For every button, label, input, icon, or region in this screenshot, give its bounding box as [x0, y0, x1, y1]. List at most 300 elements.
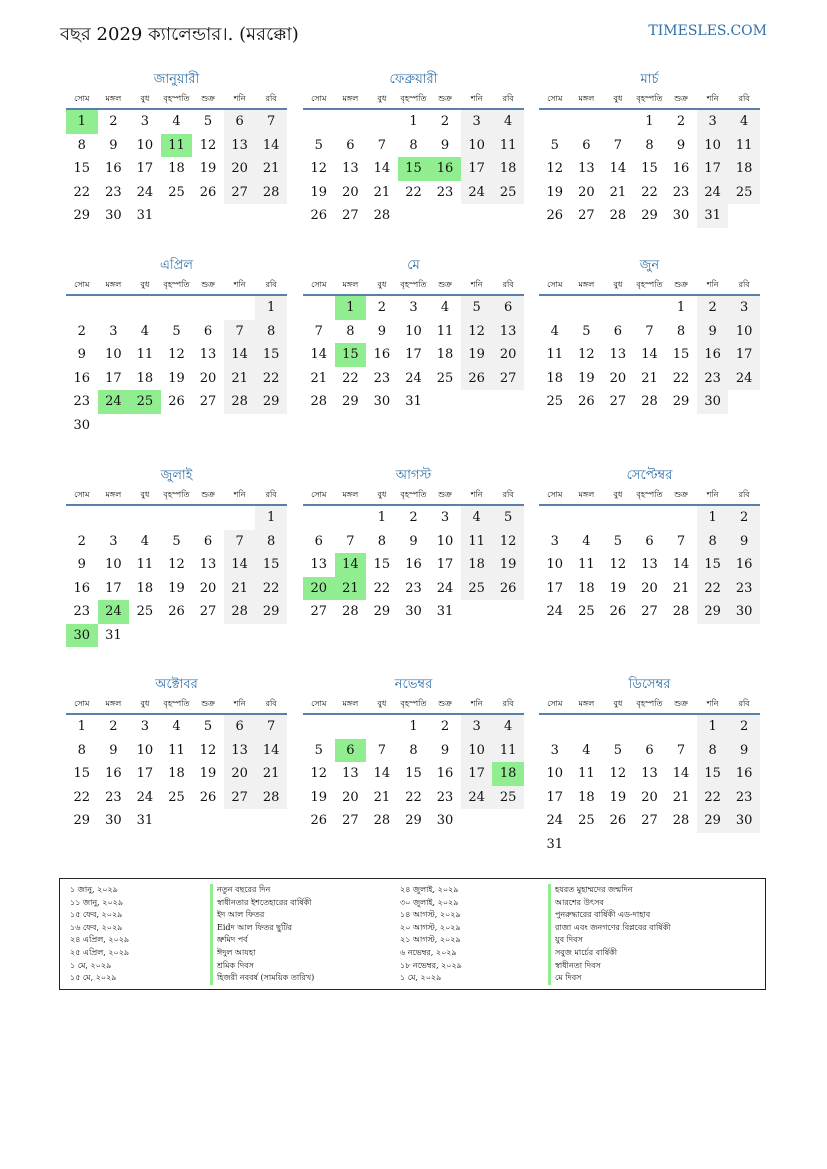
- day-cell[interactable]: 11: [492, 739, 524, 763]
- day-cell[interactable]: 22: [73, 184, 91, 200]
- day-cell[interactable]: 17: [436, 557, 454, 572]
- day-cell[interactable]: 22: [405, 184, 422, 200]
- day-cell[interactable]: 16: [73, 370, 91, 386]
- day-cell[interactable]: 10: [697, 134, 729, 158]
- brand-link[interactable]: TIMESLES.COM: [648, 23, 767, 39]
- day-cell[interactable]: 7: [346, 533, 355, 549]
- day-cell[interactable]: 15: [697, 553, 729, 577]
- day-cell[interactable]: 13: [641, 766, 658, 781]
- day-cell[interactable]: 28: [224, 600, 256, 624]
- day-cell[interactable]: 7: [613, 137, 623, 153]
- day-cell[interactable]: 30: [405, 604, 422, 619]
- day-cell[interactable]: 10: [136, 137, 154, 153]
- day-cell[interactable]: 5: [314, 137, 323, 153]
- day-cell[interactable]: 4: [140, 323, 150, 339]
- day-cell[interactable]: 20: [609, 370, 627, 386]
- day-cell[interactable]: 13: [609, 347, 627, 362]
- day-cell[interactable]: 28: [224, 390, 256, 414]
- day-cell[interactable]: 12: [310, 766, 328, 781]
- day-cell[interactable]: 17: [105, 370, 122, 386]
- day-cell[interactable]: 25: [546, 394, 564, 409]
- day-cell[interactable]: 7: [314, 323, 323, 339]
- day-cell[interactable]: 4: [550, 323, 559, 339]
- day-cell[interactable]: 9: [728, 530, 760, 554]
- day-cell[interactable]: 9: [109, 137, 118, 153]
- day-cell[interactable]: 17: [728, 343, 760, 367]
- day-cell[interactable]: 15: [73, 161, 91, 176]
- day-cell[interactable]: 3: [440, 510, 450, 525]
- day-cell[interactable]: 21: [255, 762, 287, 786]
- day-cell[interactable]: 17: [405, 347, 422, 362]
- day-cell[interactable]: 29: [73, 208, 91, 223]
- day-cell[interactable]: 8: [697, 739, 729, 763]
- day-cell[interactable]: 11: [168, 742, 185, 758]
- day-cell[interactable]: 1: [697, 715, 729, 739]
- day-cell[interactable]: 2: [109, 114, 118, 129]
- day-cell[interactable]: 21: [224, 577, 256, 601]
- day-cell[interactable]: 19: [310, 184, 328, 200]
- day-cell[interactable]: 28: [672, 813, 690, 828]
- day-cell[interactable]: 24: [546, 604, 564, 619]
- day-cell[interactable]: 2: [440, 114, 450, 129]
- day-cell[interactable]: 18: [578, 580, 595, 596]
- day-cell[interactable]: 5: [314, 742, 323, 758]
- day-cell[interactable]: 3: [109, 533, 118, 549]
- day-cell[interactable]: 9: [109, 742, 118, 758]
- day-cell[interactable]: 18: [436, 347, 454, 362]
- day-cell[interactable]: 8: [77, 742, 86, 758]
- day-cell[interactable]: 12: [609, 557, 627, 572]
- day-cell[interactable]: 20: [224, 762, 256, 786]
- day-cell[interactable]: 21: [255, 157, 287, 181]
- day-cell[interactable]: 24: [697, 181, 729, 205]
- day-cell[interactable]: 12: [168, 347, 185, 362]
- day-cell[interactable]: 4: [140, 533, 150, 549]
- day-cell[interactable]: 25: [728, 181, 760, 205]
- day-cell[interactable]: 7: [676, 742, 686, 758]
- day-cell[interactable]: 16: [436, 766, 454, 781]
- day-cell[interactable]: 7: [255, 715, 287, 739]
- day-cell[interactable]: 29: [672, 394, 690, 409]
- day-cell[interactable]: 29: [255, 600, 287, 624]
- day-cell[interactable]: 23: [436, 184, 454, 200]
- day-cell[interactable]: 4: [461, 506, 493, 530]
- day-cell[interactable]: 8: [77, 137, 86, 153]
- day-cell[interactable]: 13: [310, 557, 328, 572]
- day-cell[interactable]: 26: [199, 184, 217, 200]
- day-cell[interactable]: 27: [578, 208, 595, 223]
- day-cell[interactable]: 13: [342, 766, 359, 781]
- day-cell[interactable]: 13: [199, 557, 217, 572]
- day-cell[interactable]: 21: [672, 580, 690, 596]
- day-cell[interactable]: 11: [578, 766, 595, 781]
- day-cell[interactable]: 27: [224, 181, 256, 205]
- day-cell[interactable]: 22: [641, 184, 658, 200]
- holiday-day-cell[interactable]: 25: [129, 390, 161, 414]
- day-cell[interactable]: 28: [373, 813, 391, 828]
- day-cell[interactable]: 20: [641, 580, 658, 596]
- day-cell[interactable]: 14: [373, 766, 391, 781]
- holiday-day-cell[interactable]: 18: [492, 762, 524, 786]
- day-cell[interactable]: 3: [697, 110, 729, 134]
- day-cell[interactable]: 10: [546, 557, 564, 572]
- day-cell[interactable]: 29: [697, 809, 729, 833]
- day-cell[interactable]: 29: [373, 604, 391, 619]
- day-cell[interactable]: 1: [255, 296, 287, 320]
- day-cell[interactable]: 30: [728, 600, 760, 624]
- day-cell[interactable]: 3: [409, 300, 418, 315]
- day-cell[interactable]: 24: [405, 370, 422, 386]
- day-cell[interactable]: 23: [728, 577, 760, 601]
- day-cell[interactable]: 8: [676, 323, 686, 339]
- day-cell[interactable]: 17: [136, 161, 154, 176]
- day-cell[interactable]: 19: [310, 789, 328, 805]
- holiday-day-cell[interactable]: 1: [66, 110, 98, 134]
- day-cell[interactable]: 1: [77, 719, 86, 734]
- day-cell[interactable]: 30: [728, 809, 760, 833]
- day-cell[interactable]: 2: [77, 533, 86, 549]
- day-cell[interactable]: 11: [492, 134, 524, 158]
- day-cell[interactable]: 12: [199, 742, 217, 758]
- day-cell[interactable]: 27: [492, 367, 524, 391]
- day-cell[interactable]: 7: [676, 533, 686, 549]
- day-cell[interactable]: 25: [461, 577, 493, 601]
- day-cell[interactable]: 27: [224, 786, 256, 810]
- day-cell[interactable]: 11: [578, 557, 595, 572]
- day-cell[interactable]: 14: [310, 347, 328, 362]
- day-cell[interactable]: 20: [578, 184, 595, 200]
- day-cell[interactable]: 25: [168, 184, 185, 200]
- day-cell[interactable]: 23: [436, 789, 454, 805]
- day-cell[interactable]: 31: [136, 208, 154, 223]
- day-cell[interactable]: 2: [440, 719, 450, 734]
- day-cell[interactable]: 21: [672, 789, 690, 805]
- day-cell[interactable]: 3: [461, 715, 493, 739]
- day-cell[interactable]: 14: [255, 739, 287, 763]
- day-cell[interactable]: 25: [578, 813, 595, 828]
- day-cell[interactable]: 13: [224, 134, 256, 158]
- day-cell[interactable]: 17: [697, 157, 729, 181]
- day-cell[interactable]: 13: [224, 739, 256, 763]
- day-cell[interactable]: 15: [697, 762, 729, 786]
- holiday-day-cell[interactable]: 24: [98, 390, 130, 414]
- day-cell[interactable]: 9: [77, 557, 86, 572]
- day-cell[interactable]: 31: [697, 204, 729, 228]
- day-cell[interactable]: 11: [136, 557, 154, 572]
- day-cell[interactable]: 7: [255, 110, 287, 134]
- day-cell[interactable]: 25: [578, 604, 595, 619]
- day-cell[interactable]: 26: [199, 789, 217, 805]
- day-cell[interactable]: 1: [377, 510, 387, 525]
- holiday-day-cell[interactable]: 15: [335, 343, 367, 367]
- day-cell[interactable]: 6: [582, 137, 591, 153]
- day-cell[interactable]: 24: [136, 184, 154, 200]
- day-cell[interactable]: 27: [310, 604, 328, 619]
- day-cell[interactable]: 3: [550, 533, 559, 549]
- day-cell[interactable]: 1: [697, 506, 729, 530]
- day-cell[interactable]: 28: [641, 394, 658, 409]
- holiday-day-cell[interactable]: 21: [335, 577, 367, 601]
- day-cell[interactable]: 20: [342, 184, 359, 200]
- day-cell[interactable]: 30: [697, 390, 729, 414]
- day-cell[interactable]: 6: [314, 533, 323, 549]
- day-cell[interactable]: 27: [342, 813, 359, 828]
- day-cell[interactable]: 15: [255, 343, 287, 367]
- day-cell[interactable]: 15: [73, 766, 91, 781]
- day-cell[interactable]: 26: [168, 604, 185, 619]
- day-cell[interactable]: 28: [672, 604, 690, 619]
- day-cell[interactable]: 9: [728, 739, 760, 763]
- day-cell[interactable]: 1: [676, 300, 686, 315]
- day-cell[interactable]: 17: [461, 157, 493, 181]
- day-cell[interactable]: 29: [641, 208, 658, 223]
- day-cell[interactable]: 31: [405, 394, 422, 409]
- day-cell[interactable]: 13: [199, 347, 217, 362]
- day-cell[interactable]: 4: [582, 742, 591, 758]
- day-cell[interactable]: 24: [136, 789, 154, 805]
- day-cell[interactable]: 23: [405, 580, 422, 596]
- day-cell[interactable]: 6: [224, 110, 256, 134]
- day-cell[interactable]: 16: [728, 553, 760, 577]
- day-cell[interactable]: 19: [609, 789, 627, 805]
- day-cell[interactable]: 7: [224, 320, 256, 344]
- holiday-day-cell[interactable]: 20: [303, 577, 335, 601]
- day-cell[interactable]: 15: [405, 766, 422, 781]
- day-cell[interactable]: 8: [255, 320, 287, 344]
- day-cell[interactable]: 24: [461, 181, 493, 205]
- day-cell[interactable]: 22: [255, 577, 287, 601]
- day-cell[interactable]: 28: [310, 394, 328, 409]
- day-cell[interactable]: 8: [697, 530, 729, 554]
- day-cell[interactable]: 21: [224, 367, 256, 391]
- holiday-day-cell[interactable]: 16: [429, 157, 461, 181]
- day-cell[interactable]: 9: [676, 137, 686, 153]
- day-cell[interactable]: 21: [373, 789, 391, 805]
- day-cell[interactable]: 18: [578, 789, 595, 805]
- day-cell[interactable]: 13: [492, 320, 524, 344]
- day-cell[interactable]: 22: [373, 580, 391, 596]
- day-cell[interactable]: 18: [461, 553, 493, 577]
- holiday-day-cell[interactable]: 6: [335, 739, 367, 763]
- day-cell[interactable]: 12: [310, 161, 328, 176]
- day-cell[interactable]: 9: [440, 742, 450, 758]
- day-cell[interactable]: 19: [199, 766, 217, 781]
- day-cell[interactable]: 29: [697, 600, 729, 624]
- day-cell[interactable]: 22: [255, 367, 287, 391]
- day-cell[interactable]: 24: [461, 786, 493, 810]
- day-cell[interactable]: 28: [373, 208, 391, 223]
- day-cell[interactable]: 31: [136, 813, 154, 828]
- day-cell[interactable]: 10: [461, 739, 493, 763]
- day-cell[interactable]: 12: [199, 137, 217, 153]
- day-cell[interactable]: 10: [546, 766, 564, 781]
- day-cell[interactable]: 21: [373, 184, 391, 200]
- holiday-day-cell[interactable]: 11: [161, 134, 193, 158]
- day-cell[interactable]: 1: [255, 506, 287, 530]
- day-cell[interactable]: 9: [77, 347, 86, 362]
- day-cell[interactable]: 24: [436, 580, 454, 596]
- day-cell[interactable]: 5: [172, 323, 181, 339]
- day-cell[interactable]: 2: [728, 506, 760, 530]
- day-cell[interactable]: 14: [641, 347, 658, 362]
- day-cell[interactable]: 23: [672, 184, 690, 200]
- day-cell[interactable]: 20: [492, 343, 524, 367]
- day-cell[interactable]: 21: [310, 370, 328, 386]
- day-cell[interactable]: 17: [546, 580, 564, 596]
- day-cell[interactable]: 14: [672, 557, 690, 572]
- day-cell[interactable]: 18: [136, 580, 154, 596]
- day-cell[interactable]: 16: [672, 161, 690, 176]
- day-cell[interactable]: 27: [199, 604, 217, 619]
- day-cell[interactable]: 7: [377, 742, 387, 758]
- day-cell[interactable]: 16: [373, 347, 391, 362]
- day-cell[interactable]: 17: [461, 762, 493, 786]
- day-cell[interactable]: 4: [492, 715, 524, 739]
- day-cell[interactable]: 31: [546, 836, 564, 852]
- day-cell[interactable]: 6: [224, 715, 256, 739]
- day-cell[interactable]: 31: [105, 627, 122, 643]
- day-cell[interactable]: 17: [105, 580, 122, 596]
- day-cell[interactable]: 12: [609, 766, 627, 781]
- day-cell[interactable]: 23: [728, 786, 760, 810]
- day-cell[interactable]: 23: [73, 394, 91, 409]
- day-cell[interactable]: 30: [105, 813, 122, 828]
- day-cell[interactable]: 11: [461, 530, 493, 554]
- day-cell[interactable]: 4: [492, 110, 524, 134]
- day-cell[interactable]: 30: [672, 208, 690, 223]
- day-cell[interactable]: 2: [676, 114, 686, 129]
- day-cell[interactable]: 25: [168, 789, 185, 805]
- day-cell[interactable]: 14: [373, 161, 391, 176]
- day-cell[interactable]: 2: [409, 510, 418, 525]
- day-cell[interactable]: 10: [461, 134, 493, 158]
- day-cell[interactable]: 26: [461, 367, 493, 391]
- day-cell[interactable]: 16: [728, 762, 760, 786]
- day-cell[interactable]: 23: [373, 370, 391, 386]
- holiday-day-cell[interactable]: 14: [335, 553, 367, 577]
- day-cell[interactable]: 12: [578, 347, 595, 362]
- day-cell[interactable]: 8: [255, 530, 287, 554]
- day-cell[interactable]: 16: [105, 161, 122, 176]
- day-cell[interactable]: 5: [582, 323, 591, 339]
- day-cell[interactable]: 22: [73, 789, 91, 805]
- day-cell[interactable]: 12: [461, 320, 493, 344]
- day-cell[interactable]: 19: [609, 580, 627, 596]
- day-cell[interactable]: 14: [609, 161, 627, 176]
- day-cell[interactable]: 10: [136, 742, 154, 758]
- day-cell[interactable]: 10: [105, 347, 122, 362]
- day-cell[interactable]: 5: [550, 137, 559, 153]
- day-cell[interactable]: 4: [172, 719, 181, 734]
- day-cell[interactable]: 13: [641, 557, 658, 572]
- day-cell[interactable]: 26: [168, 394, 185, 409]
- day-cell[interactable]: 5: [492, 506, 524, 530]
- day-cell[interactable]: 2: [728, 715, 760, 739]
- day-cell[interactable]: 20: [641, 789, 658, 805]
- day-cell[interactable]: 8: [409, 137, 418, 153]
- day-cell[interactable]: 16: [697, 343, 729, 367]
- day-cell[interactable]: 20: [199, 580, 217, 596]
- day-cell[interactable]: 8: [346, 323, 355, 339]
- day-cell[interactable]: 14: [224, 553, 256, 577]
- day-cell[interactable]: 27: [641, 604, 658, 619]
- day-cell[interactable]: 25: [492, 181, 524, 205]
- day-cell[interactable]: 3: [550, 742, 559, 758]
- day-cell[interactable]: 2: [697, 296, 729, 320]
- day-cell[interactable]: 9: [377, 323, 387, 339]
- day-cell[interactable]: 4: [728, 110, 760, 134]
- day-cell[interactable]: 6: [346, 137, 355, 153]
- day-cell[interactable]: 21: [641, 370, 658, 386]
- day-cell[interactable]: 5: [203, 719, 213, 734]
- day-cell[interactable]: 1: [409, 719, 418, 734]
- day-cell[interactable]: 6: [203, 533, 213, 549]
- day-cell[interactable]: 19: [492, 553, 524, 577]
- day-cell[interactable]: 13: [342, 161, 359, 176]
- day-cell[interactable]: 29: [342, 394, 359, 409]
- day-cell[interactable]: 8: [409, 742, 418, 758]
- day-cell[interactable]: 2: [109, 719, 118, 734]
- day-cell[interactable]: 3: [140, 114, 150, 129]
- day-cell[interactable]: 25: [492, 786, 524, 810]
- day-cell[interactable]: 3: [109, 323, 118, 339]
- day-cell[interactable]: 19: [578, 370, 595, 386]
- day-cell[interactable]: 22: [672, 370, 690, 386]
- day-cell[interactable]: 26: [310, 208, 328, 223]
- day-cell[interactable]: 29: [255, 390, 287, 414]
- day-cell[interactable]: 15: [672, 347, 690, 362]
- day-cell[interactable]: 23: [73, 604, 91, 619]
- day-cell[interactable]: 29: [73, 813, 91, 828]
- day-cell[interactable]: 19: [199, 161, 217, 176]
- holiday-day-cell[interactable]: 24: [98, 600, 130, 624]
- day-cell[interactable]: 28: [255, 181, 287, 205]
- day-cell[interactable]: 6: [492, 296, 524, 320]
- day-cell[interactable]: 18: [492, 157, 524, 181]
- day-cell[interactable]: 26: [609, 813, 627, 828]
- day-cell[interactable]: 26: [492, 577, 524, 601]
- day-cell[interactable]: 20: [199, 370, 217, 386]
- day-cell[interactable]: 14: [672, 766, 690, 781]
- day-cell[interactable]: 27: [342, 208, 359, 223]
- day-cell[interactable]: 5: [613, 533, 623, 549]
- day-cell[interactable]: 23: [105, 184, 122, 200]
- day-cell[interactable]: 10: [728, 320, 760, 344]
- day-cell[interactable]: 5: [461, 296, 493, 320]
- holiday-day-cell[interactable]: 30: [66, 624, 98, 648]
- day-cell[interactable]: 7: [377, 137, 387, 153]
- day-cell[interactable]: 19: [168, 580, 185, 596]
- day-cell[interactable]: 19: [546, 184, 564, 200]
- day-cell[interactable]: 18: [136, 370, 154, 386]
- day-cell[interactable]: 23: [697, 367, 729, 391]
- day-cell[interactable]: 26: [546, 208, 564, 223]
- day-cell[interactable]: 3: [461, 110, 493, 134]
- day-cell[interactable]: 21: [609, 184, 627, 200]
- day-cell[interactable]: 18: [728, 157, 760, 181]
- day-cell[interactable]: 26: [310, 813, 328, 828]
- day-cell[interactable]: 27: [641, 813, 658, 828]
- day-cell[interactable]: 30: [73, 417, 91, 433]
- day-cell[interactable]: 20: [342, 789, 359, 805]
- day-cell[interactable]: 13: [578, 161, 595, 176]
- day-cell[interactable]: 7: [645, 323, 654, 339]
- day-cell[interactable]: 28: [342, 604, 359, 619]
- day-cell[interactable]: 22: [342, 370, 359, 386]
- day-cell[interactable]: 17: [546, 789, 564, 805]
- day-cell[interactable]: 24: [546, 813, 564, 828]
- day-cell[interactable]: 8: [645, 137, 654, 153]
